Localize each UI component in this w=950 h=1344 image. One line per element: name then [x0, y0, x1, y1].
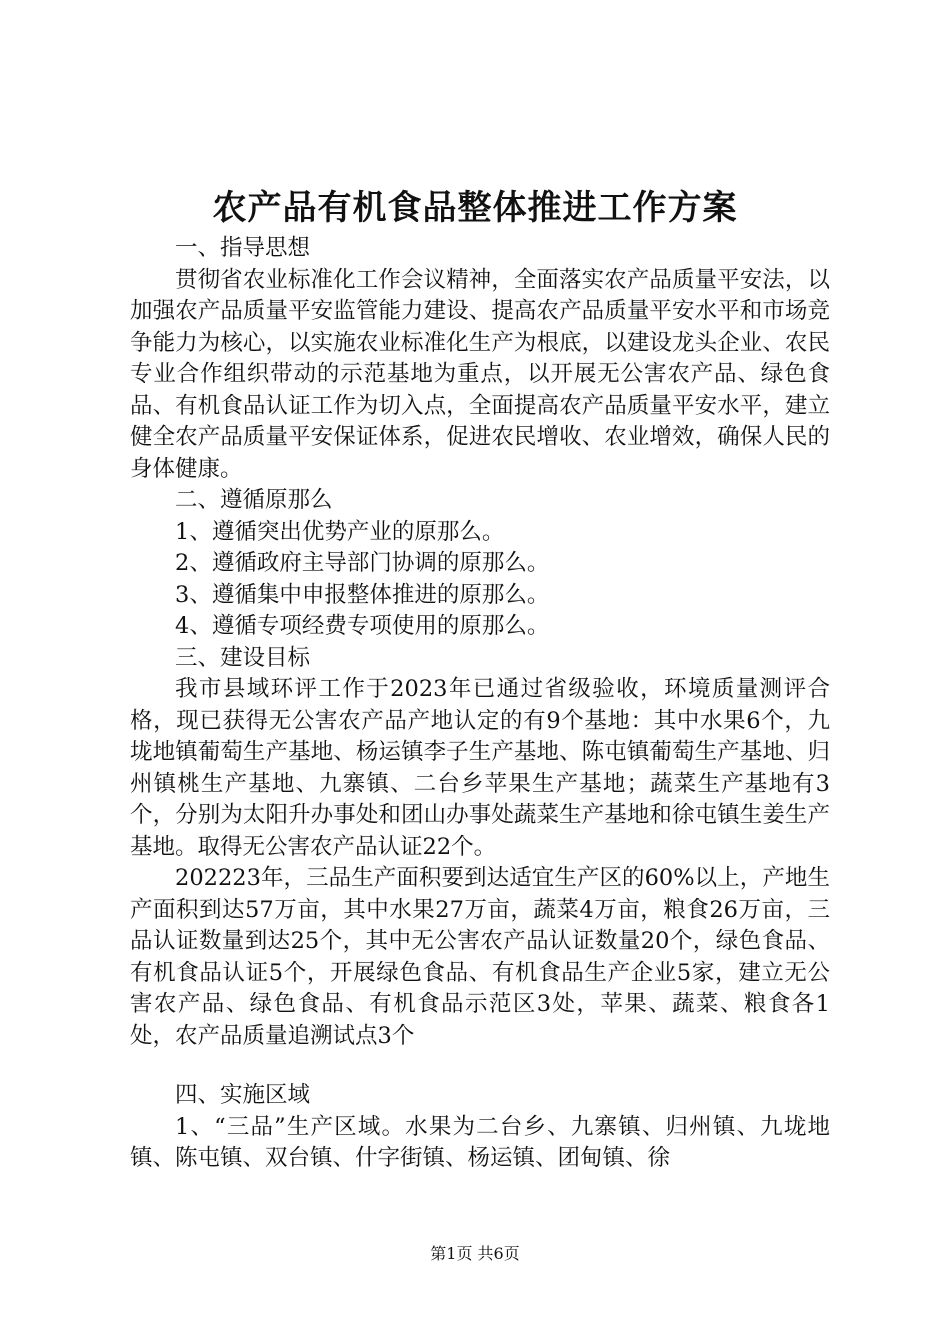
- section-heading-guiding-ideology: 一、指导思想: [175, 235, 311, 261]
- paragraph-spacer: [130, 1052, 830, 1080]
- paragraph-targets: 202223年，三品生产面积要到达适宜生产区的60%以上，产地生产面积到达57万亩，其中水果27万亩，蔬菜4万亩，粮食26万亩，三品认证数量到达25个，其中无公害农产品认证数量20个，绿色食品、有机食品认证5个，开展绿色食品、有机食品生产企业5家，建立无公害农产品、绿色食品、有机食品示范区3处，苹果、蔬菜、粮食各1处，农产品质量追溯试点3个: [130, 865, 830, 1049]
- section-heading-principles: 二、遵循原那么: [175, 487, 333, 513]
- document-title: 农产品有机食品整体推进工作方案: [212, 188, 738, 228]
- principle-item-1: 1、遵循突出优势产业的原那么。: [175, 518, 505, 545]
- section-heading-implementation-area: 四、实施区域: [175, 1082, 311, 1108]
- document-body: [130, 233, 830, 1175]
- section-heading-construction-goals: 三、建设目标: [175, 644, 311, 671]
- principle-item-2: 2、遵循政府主导部门协调的原那么。: [175, 550, 550, 576]
- principle-item-4: 4、遵循专项经费专项使用的原那么。: [175, 613, 550, 639]
- paragraph-production-area: 1、“三品”生产区域。水果为二台乡、九寨镇、归州镇、九垅地镇、陈屯镇、双台镇、什字街镇、杨运镇、团甸镇、徐: [130, 1113, 830, 1171]
- principle-item-3: 3、遵循集中申报整体推进的原那么。: [175, 581, 550, 608]
- paragraph-guiding-ideology: 贯彻省农业标准化工作会议精神，全面落实农产品质量平安法，以加强农产品质量平安监管能力建设、提高农产品质量平安水平和市场竞争能力为核心，以实施农业标准化生产为根底，以建设龙头企业、农民专业合作组织带动的示范基地为重点，以开展无公害农产品、绿色食品、有机食品认证工作为切入点，全面提高农产品质量平安水平，建立健全农产品质量平安保证体系，促进农民增收、农业增效，确保人民的身体健康。: [130, 266, 830, 482]
- page-footer: 第1页 共6页: [430, 1244, 520, 1263]
- paragraph-current-status: 我市县域环评工作于2023年已通过省级验收，环境质量测评合格，现已获得无公害农产品产地认定的有9个基地：其中水果6个，九垅地镇葡萄生产基地、杨运镇李子生产基地、陈屯镇葡萄生产基地、归州镇桃生产基地、九寨镇、二台乡苹果生产基地；蔬菜生产基地有3个，分别为太阳升办事处和团山办事处蔬菜生产基地和徐屯镇生姜生产基地。取得无公害农产品认证22个。: [130, 676, 830, 860]
